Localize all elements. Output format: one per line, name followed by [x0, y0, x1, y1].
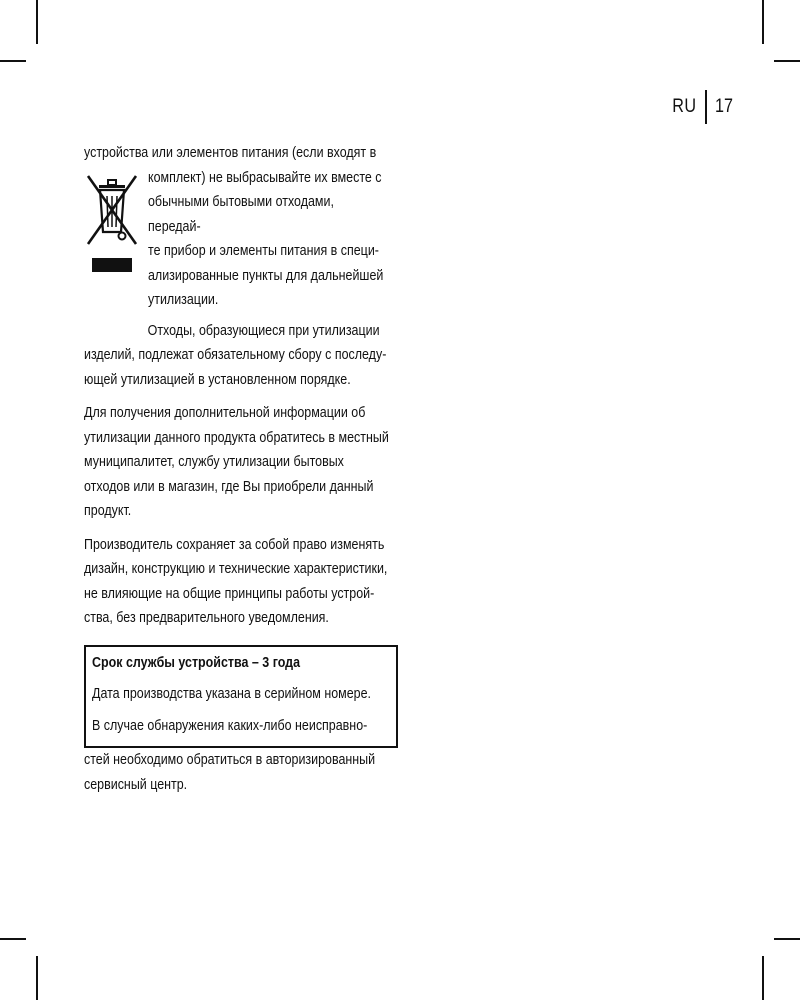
page-number: 17	[714, 96, 733, 117]
info-paragraph: Для получения дополнительной информации об утилизации данного продукта обратитесь в местный муниципалитет, службу утилизации бытовых отходов или в магазин, где Вы приобрели данный продукт.	[84, 405, 389, 519]
disposal-line: утилизации.	[148, 292, 219, 308]
disposal-icon-text	[148, 166, 428, 313]
service-life-title: Срок службы устройства – 3 года	[92, 654, 301, 671]
page-header	[668, 90, 736, 124]
crop-mark	[0, 938, 26, 940]
crop-mark	[762, 956, 764, 1000]
crop-mark	[0, 60, 26, 62]
crop-mark	[774, 60, 800, 62]
service-center-paragraph: стей необходимо обратиться в авторизированный сервисный центр.	[84, 752, 376, 793]
disposal-line: ализированные пункты для дальнейшей	[148, 267, 384, 284]
production-date-note: Дата производства указана в серийном номере.	[92, 686, 371, 702]
waste-paragraph: Отходы, образующиеся при утилизации изделий, подлежат обязательному сбору с последу-ющей утилизацией в установленном порядке.	[84, 322, 387, 388]
disposal-line: комплект) не выбрасывайте их вместе с	[148, 169, 382, 186]
disposal-line: те прибор и элементы питания в специ-	[148, 243, 379, 259]
header-separator	[705, 90, 707, 124]
crop-mark	[36, 0, 38, 44]
disposal-icon-block	[84, 166, 390, 313]
crop-mark	[774, 938, 800, 940]
service-life-box	[84, 645, 398, 749]
crossed-bin-icon	[84, 166, 148, 313]
language-code: RU	[672, 96, 697, 117]
crop-mark	[762, 0, 764, 44]
manufacturer-paragraph: Производитель сохраняет за собой право изменять дизайн, конструкцию и технические характеристики, не влияющие на общие принципы работы устрой-ства, без предварительного уведомления.	[84, 536, 388, 626]
text-column	[84, 141, 390, 806]
malfunction-note: В случае обнаружения каких-либо неисправно-	[92, 717, 368, 734]
disposal-lead-line: устройства или элементов питания (если входят в	[84, 145, 377, 161]
crop-mark	[36, 956, 38, 1000]
disposal-line: обычными бытовыми отходами, передай-	[148, 194, 334, 235]
